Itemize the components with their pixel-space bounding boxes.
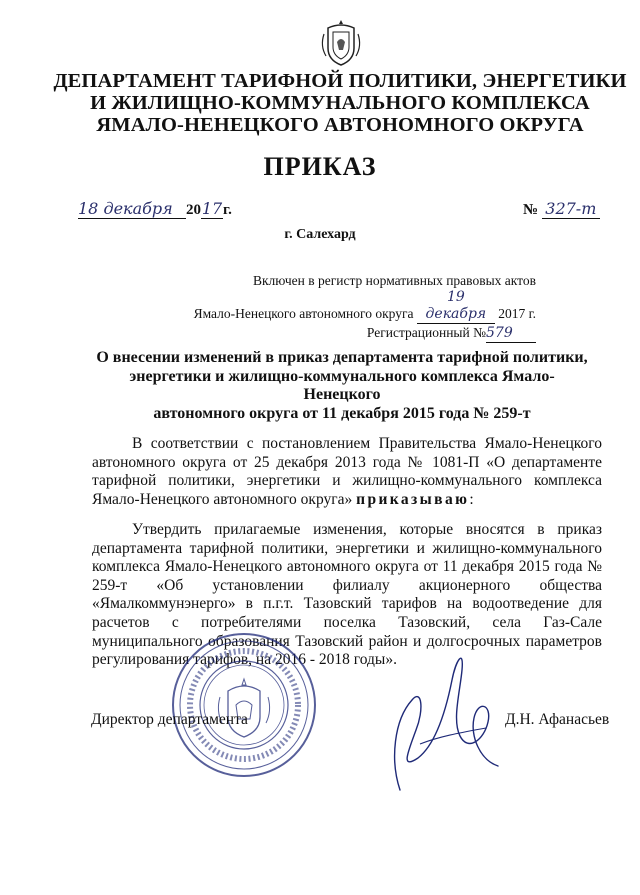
order-date-handwritten: 18 декабря xyxy=(78,199,186,219)
order-number-handwritten: 327-т xyxy=(542,199,600,219)
coat-of-arms-emblem xyxy=(318,18,364,68)
paragraph-1-end: : xyxy=(469,490,474,508)
order-date xyxy=(78,199,232,219)
registration-date-handwritten: 19 декабря xyxy=(417,289,495,324)
body-paragraph-2: Утвердить прилагаемые изменения, которые вносятся в приказ департамента тарифной политики, энергетики и жилищно-коммунального комплекса Ямало-Ненецкого автономного округа от 11 декабря 2015 года № 259-т «Об установлении филиалу акционерного общества «Ямалкоммунэнерго» в п.г.т. Тазовский тарифов на водоотведение для расчетов с потребителями поселка Тазовский, села Газ-Сале муниципального образования Тазовский район и долгосрочных параметров регулирования тарифов, на 2016 - 2018 годы». xyxy=(92,521,602,669)
registration-year: 2017 г. xyxy=(498,306,536,321)
department-line-1: ДЕПАРТАМЕНТ ТАРИФНОЙ ПОЛИТИКИ, ЭНЕРГЕТИКИ xyxy=(53,70,627,92)
registration-number-handwritten: 579 xyxy=(486,325,536,343)
signatory-title: Директор департамента xyxy=(91,711,248,728)
body-paragraph-1 xyxy=(92,435,602,509)
registration-line-1: Включен в регистр нормативных правовых актов xyxy=(252,273,536,288)
registration-region: Ямало-Ненецкого автономного округа xyxy=(193,306,414,321)
subject-line-1: О внесении изменений в приказ департамента тарифной политики, xyxy=(96,349,588,366)
subject-line-2: энергетики и жилищно-коммунального комплекса Ямало-Ненецкого xyxy=(129,367,555,403)
department-line-2: И ЖИЛИЩНО-КОММУНАЛЬНОГО КОМПЛЕКСА xyxy=(90,92,590,114)
paragraph-1-text: В соответствии с постановлением Правительства Ямало-Ненецкого автономного округа от 25 декабря 2013 года № 1081-П «О департаменте тарифной политики, энергетики и жилищно-коммунального комплекса Ямало-Ненецкого автономного округа» xyxy=(92,435,602,508)
signatory-name: Д.Н. Афанасьев xyxy=(505,711,610,728)
order-city: г. Салехард xyxy=(284,227,356,242)
order-subject xyxy=(96,349,588,423)
order-number xyxy=(523,199,600,219)
command-word: приказываю xyxy=(356,490,470,508)
document-type-title: ПРИКАЗ xyxy=(263,152,377,181)
registration-number-label: Регистрационный № xyxy=(366,325,486,340)
registration-block xyxy=(150,272,536,343)
subject-line-3: автономного округа от 11 декабря 2015 года № 259-т xyxy=(153,404,531,422)
order-date-suffix: г. xyxy=(223,202,232,218)
order-date-year-handwritten: 17 xyxy=(201,199,223,218)
handwritten-signature xyxy=(360,640,510,800)
department-header xyxy=(40,70,640,136)
official-seal-stamp xyxy=(170,631,318,779)
order-number-label: № xyxy=(523,202,539,218)
department-line-3: ЯМАЛО-НЕНЕЦКОГО АВТОНОМНОГО ОКРУГА xyxy=(96,114,584,136)
registration-line-3 xyxy=(150,324,536,343)
order-date-century: 20 xyxy=(186,202,201,218)
registration-line-2 xyxy=(150,289,536,324)
